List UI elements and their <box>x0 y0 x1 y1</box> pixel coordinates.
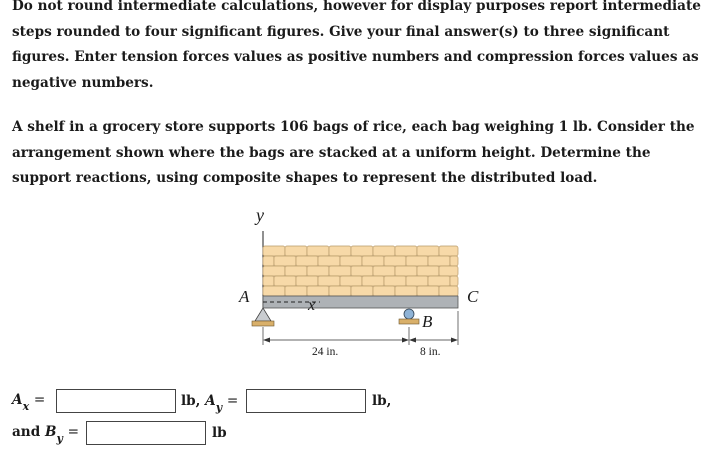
by-unit: lb <box>212 425 227 441</box>
rice-bag <box>263 276 274 286</box>
ay-label <box>181 393 239 414</box>
rice-bags-stack <box>263 246 458 296</box>
rice-bag <box>263 286 285 296</box>
dimension-24-label: 24 in. <box>312 346 339 358</box>
point-a-label: A <box>239 287 250 306</box>
ground-b <box>399 319 419 324</box>
rice-bag <box>285 246 307 256</box>
rice-bag <box>307 246 329 256</box>
rice-bag <box>417 246 439 256</box>
rice-bag <box>307 286 329 296</box>
rice-bag <box>362 276 384 286</box>
ground-a <box>252 321 274 326</box>
rice-bag <box>307 266 329 276</box>
by-subscript: y <box>56 432 63 445</box>
ax-label <box>12 392 46 413</box>
ax-input[interactable] <box>56 389 176 413</box>
rice-bag <box>296 276 318 286</box>
rice-bag <box>428 256 450 266</box>
rice-bag <box>417 266 439 276</box>
by-prefix: and <box>12 424 41 440</box>
rice-bag <box>439 266 458 276</box>
rice-bag <box>373 246 395 256</box>
rice-bag <box>263 266 285 276</box>
rice-bag <box>395 246 417 256</box>
rice-bag <box>329 266 351 276</box>
by-label <box>12 424 79 445</box>
rice-bag <box>395 266 417 276</box>
rice-bag <box>351 286 373 296</box>
rice-bag <box>450 256 458 266</box>
rice-bag <box>351 246 373 256</box>
shelf-diagram <box>230 203 490 368</box>
point-c-label: C <box>467 287 479 306</box>
rice-bag <box>340 276 362 286</box>
ax-subscript: x <box>22 400 30 413</box>
rice-bag <box>373 286 395 296</box>
rice-bag <box>384 276 406 286</box>
x-axis-label: x <box>308 297 316 314</box>
pin-support-a <box>255 308 271 321</box>
rice-bag <box>318 276 340 286</box>
point-b-label: B <box>422 312 433 331</box>
rice-bag <box>285 286 307 296</box>
rice-bag <box>340 256 362 266</box>
rice-bag <box>274 256 296 266</box>
shelf-diagram-svg <box>230 203 490 368</box>
rice-bag <box>406 256 428 266</box>
y-axis-label: y <box>256 205 264 225</box>
dimension-8-label: 8 in. <box>420 346 441 358</box>
instructions-text: Do not round intermediate calculations, however for display purposes report intermediate steps rounded to four significant figures. Give your final answer(s) to three significant figures. Enter tension forces values as positive numbers and compression forces values as negative numbers. <box>12 0 701 91</box>
rice-bag <box>285 266 307 276</box>
rice-bag <box>318 256 340 266</box>
rice-bag <box>450 276 458 286</box>
problem-statement: A shelf in a grocery store supports 106 bags of rice, each bag weighing 1 lb. Consider the arrangement shown where the bags are stacked at a uniform height. Determine the support reactions, using composite shapes to represent the distributed load. <box>12 119 695 186</box>
rice-bag <box>274 276 296 286</box>
ax-unit: lb, <box>181 393 201 409</box>
by-equals: = <box>67 424 79 440</box>
rice-bag <box>296 256 318 266</box>
rice-bag <box>428 276 450 286</box>
roller-support-b <box>404 309 414 319</box>
rice-bag <box>439 246 458 256</box>
rice-bag <box>395 286 417 296</box>
rice-bag <box>384 256 406 266</box>
rice-bag <box>351 266 373 276</box>
rice-bag <box>329 246 351 256</box>
by-symbol: B <box>44 424 57 440</box>
rice-bag <box>373 266 395 276</box>
ay-symbol: A <box>205 393 216 409</box>
rice-bag <box>263 256 274 266</box>
rice-bag <box>329 286 351 296</box>
ax-equals: = <box>33 392 46 408</box>
ay-equals: = <box>226 393 239 409</box>
ay-unit: lb, <box>372 393 392 409</box>
rice-bag <box>263 246 285 256</box>
rice-bag <box>417 286 439 296</box>
by-input[interactable] <box>86 421 206 445</box>
rice-bag <box>406 276 428 286</box>
ay-input[interactable] <box>246 389 366 413</box>
ay-subscript: y <box>215 401 223 414</box>
rice-bag <box>362 256 384 266</box>
rice-bag <box>439 286 458 296</box>
ax-symbol: A <box>12 392 23 408</box>
